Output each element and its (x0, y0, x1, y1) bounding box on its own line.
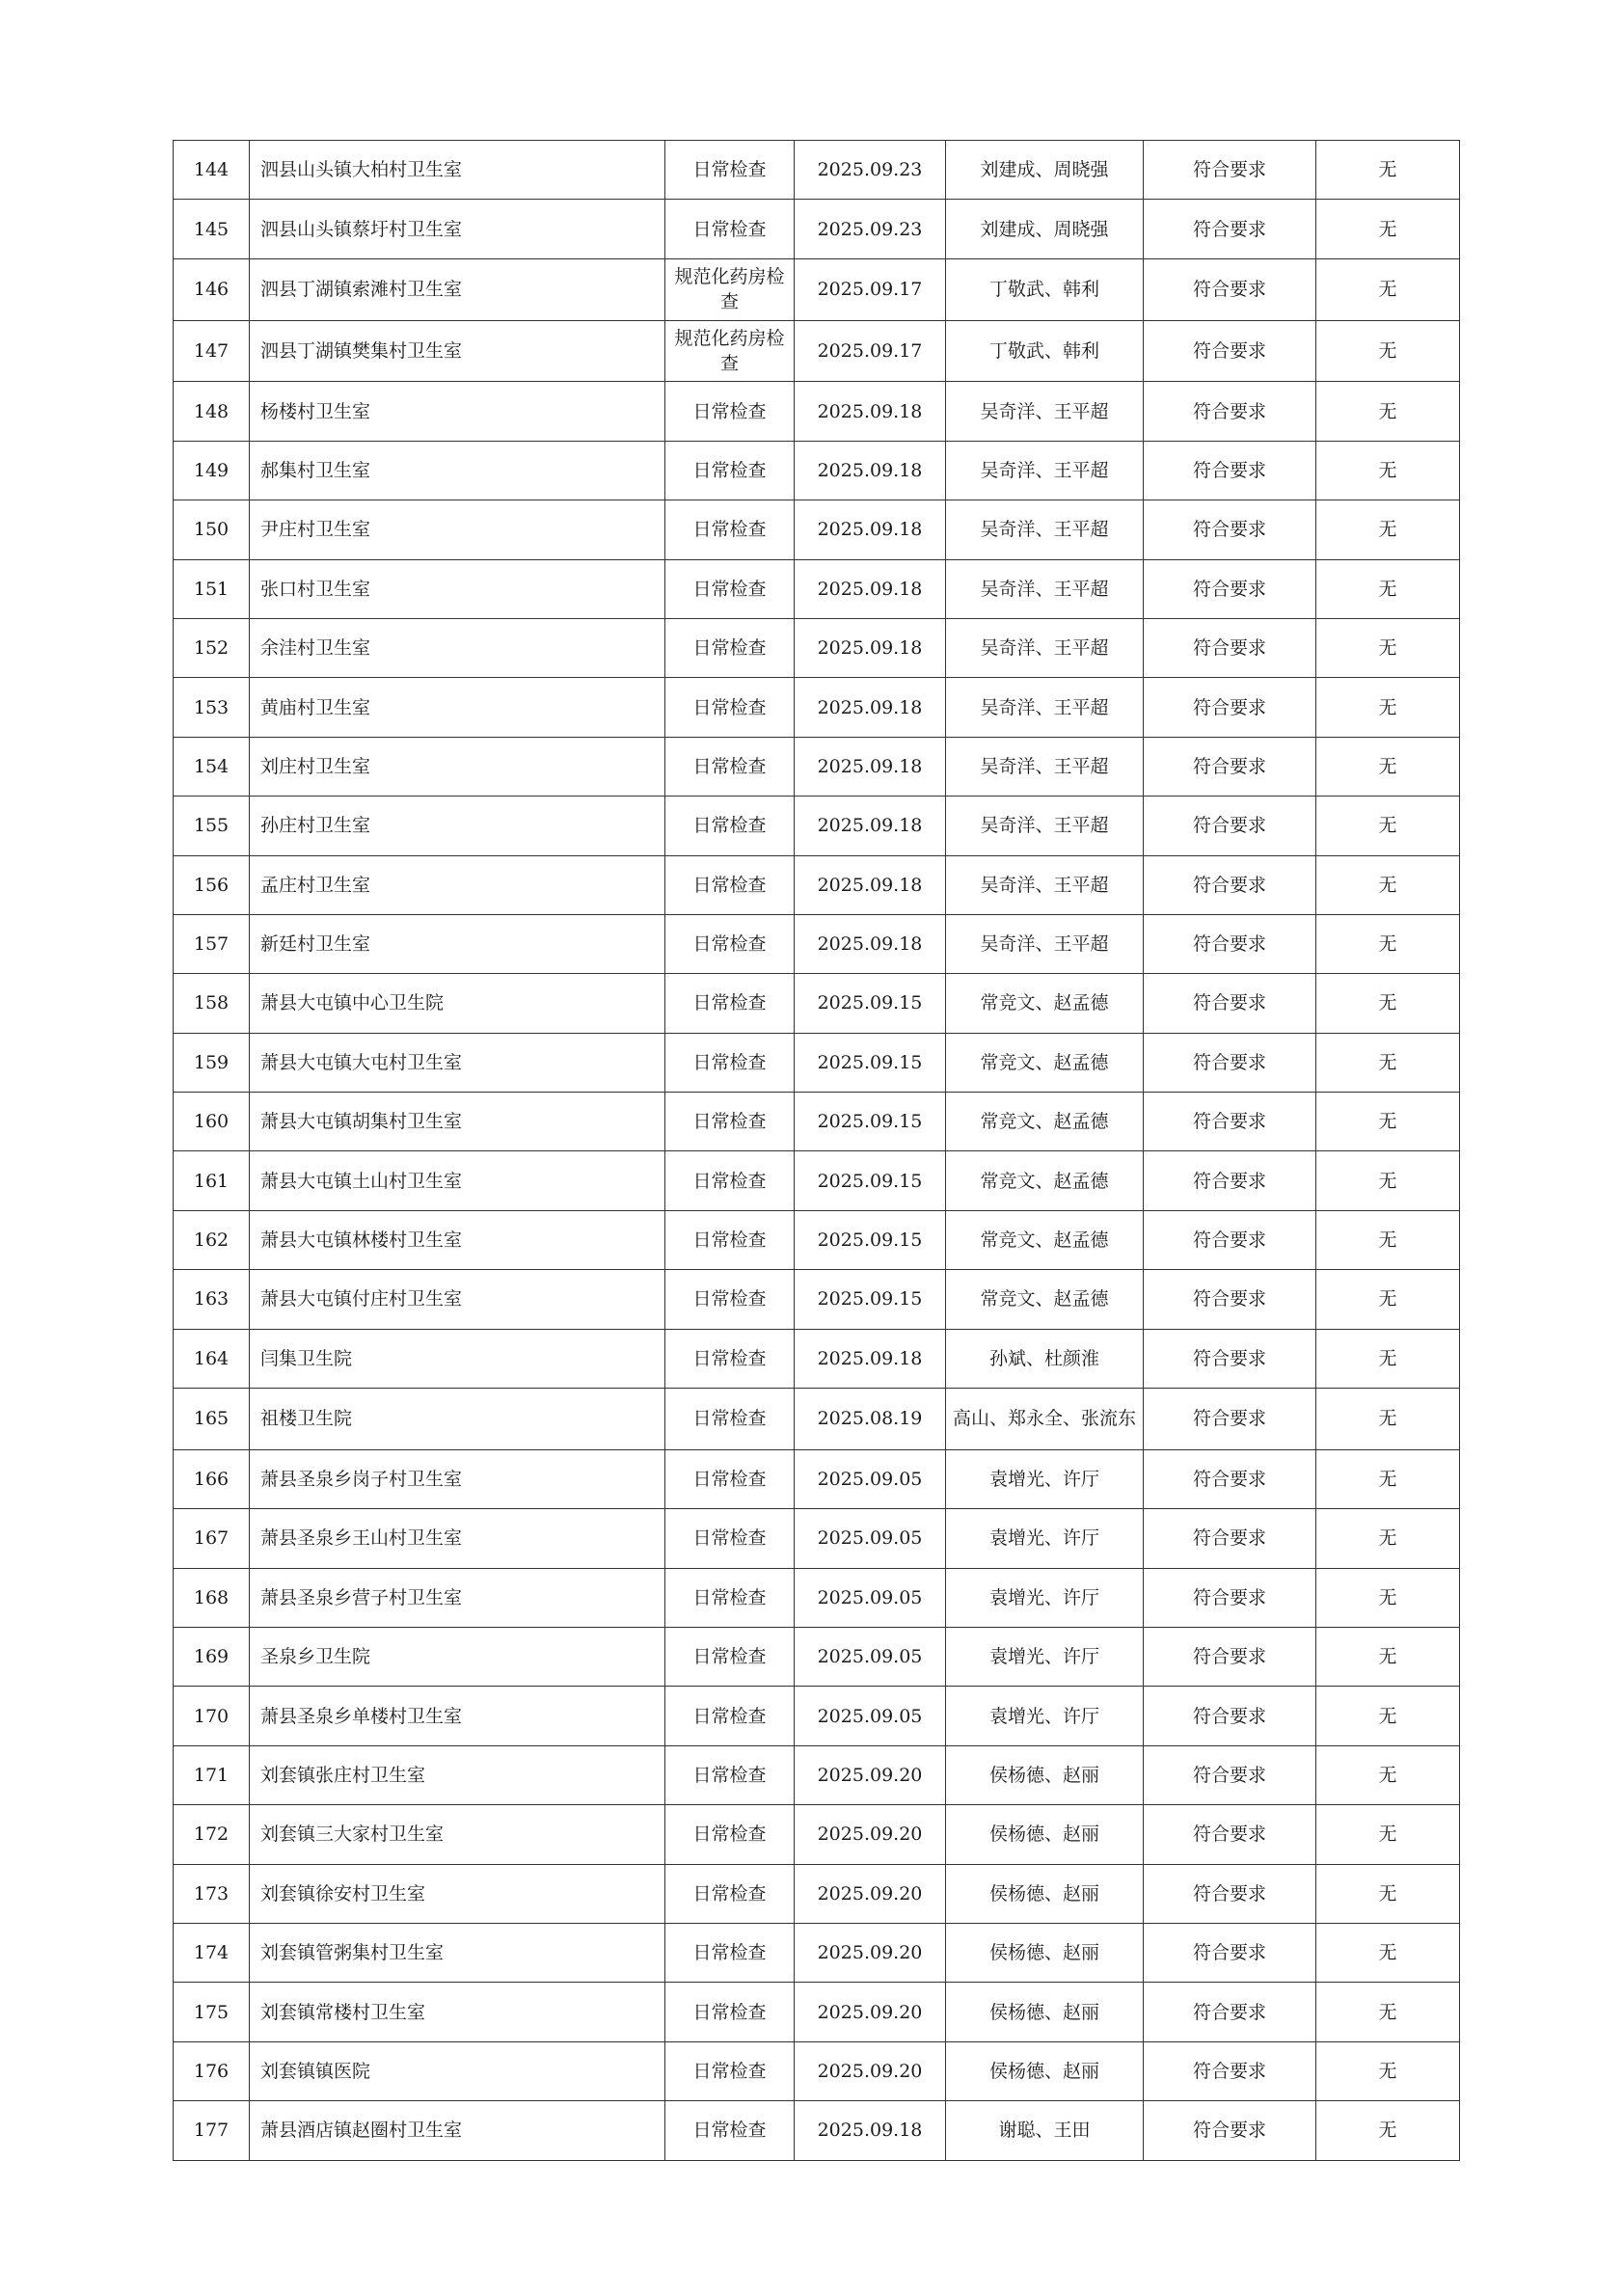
cell-inspectors: 刘建成、周晓强 (946, 141, 1144, 200)
cell-inspection-type: 日常检查 (665, 2101, 795, 2160)
cell-inspection-date: 2025.09.20 (795, 1805, 946, 1864)
cell-serial-number: 155 (174, 797, 250, 855)
cell-inspection-result: 符合要求 (1144, 141, 1316, 200)
cell-inspection-result: 符合要求 (1144, 1151, 1316, 1210)
cell-inspection-date: 2025.09.18 (795, 2101, 946, 2160)
table-row (174, 974, 1460, 1033)
cell-inspectors: 谢聪、王田 (946, 2101, 1144, 2160)
cell-inspection-result: 符合要求 (1144, 1745, 1316, 1804)
table-row (174, 1983, 1460, 2041)
inspection-record-table (173, 140, 1460, 2161)
cell-serial-number: 166 (174, 1449, 250, 1508)
cell-inspection-result: 符合要求 (1144, 1983, 1316, 2041)
cell-inspection-result: 符合要求 (1144, 855, 1316, 914)
table-row (174, 2101, 1460, 2160)
cell-institution-name: 萧县大屯镇土山村卫生室 (250, 1151, 665, 1210)
cell-inspectors: 高山、郑永全、张流东 (946, 1389, 1144, 1450)
table-row (174, 678, 1460, 737)
cell-institution-name: 萧县圣泉乡岗子村卫生室 (250, 1449, 665, 1508)
cell-serial-number: 145 (174, 200, 250, 258)
cell-serial-number: 149 (174, 441, 250, 500)
cell-serial-number: 154 (174, 737, 250, 796)
cell-inspectors: 丁敬武、韩利 (946, 320, 1144, 382)
cell-inspection-type: 日常检查 (665, 1923, 795, 1982)
cell-institution-name: 萧县圣泉乡王山村卫生室 (250, 1509, 665, 1568)
cell-issues: 无 (1316, 1449, 1460, 1508)
cell-inspection-result: 符合要求 (1144, 1389, 1316, 1450)
cell-institution-name: 孟庄村卫生室 (250, 855, 665, 914)
cell-inspection-result: 符合要求 (1144, 1687, 1316, 1745)
cell-issues: 无 (1316, 974, 1460, 1033)
cell-inspection-type: 日常检查 (665, 1805, 795, 1864)
cell-inspectors: 刘建成、周晓强 (946, 200, 1144, 258)
cell-issues: 无 (1316, 258, 1460, 320)
cell-serial-number: 161 (174, 1151, 250, 1210)
cell-serial-number: 160 (174, 1093, 250, 1151)
cell-serial-number: 171 (174, 1745, 250, 1804)
cell-inspection-result: 符合要求 (1144, 200, 1316, 258)
cell-inspectors: 袁增光、许厅 (946, 1627, 1144, 1686)
cell-inspection-date: 2025.09.23 (795, 200, 946, 258)
cell-institution-name: 刘套镇管粥集村卫生室 (250, 1923, 665, 1982)
cell-institution-name: 新廷村卫生室 (250, 914, 665, 973)
cell-inspection-result: 符合要求 (1144, 1210, 1316, 1269)
cell-institution-name: 萧县大屯镇中心卫生院 (250, 974, 665, 1033)
table-row (174, 1033, 1460, 1092)
table-row (174, 141, 1460, 200)
cell-inspection-date: 2025.09.15 (795, 1033, 946, 1092)
cell-serial-number: 177 (174, 2101, 250, 2160)
cell-serial-number: 165 (174, 1389, 250, 1450)
cell-inspection-type: 日常检查 (665, 1509, 795, 1568)
cell-institution-name: 萧县大屯镇胡集村卫生室 (250, 1093, 665, 1151)
table-row (174, 258, 1460, 320)
cell-inspectors: 常竞文、赵孟德 (946, 1270, 1144, 1329)
cell-inspection-result: 符合要求 (1144, 500, 1316, 559)
cell-serial-number: 147 (174, 320, 250, 382)
cell-inspection-result: 符合要求 (1144, 1805, 1316, 1864)
cell-inspection-result: 符合要求 (1144, 1864, 1316, 1923)
cell-serial-number: 159 (174, 1033, 250, 1092)
cell-inspection-result: 符合要求 (1144, 1033, 1316, 1092)
cell-inspectors: 侯杨德、赵丽 (946, 1745, 1144, 1804)
cell-issues: 无 (1316, 200, 1460, 258)
cell-inspection-type: 日常检查 (665, 1745, 795, 1804)
cell-institution-name: 泗县山头镇大柏村卫生室 (250, 141, 665, 200)
cell-inspection-date: 2025.09.15 (795, 1093, 946, 1151)
cell-inspectors: 吴奇洋、王平超 (946, 500, 1144, 559)
cell-institution-name: 孙庄村卫生室 (250, 797, 665, 855)
cell-inspection-date: 2025.08.19 (795, 1389, 946, 1450)
table-row (174, 1210, 1460, 1269)
cell-issues: 无 (1316, 914, 1460, 973)
cell-issues: 无 (1316, 797, 1460, 855)
cell-inspection-type: 日常检查 (665, 1864, 795, 1923)
cell-issues: 无 (1316, 1033, 1460, 1092)
cell-inspection-result: 符合要求 (1144, 797, 1316, 855)
cell-issues: 无 (1316, 1627, 1460, 1686)
cell-inspection-type: 日常检查 (665, 200, 795, 258)
cell-issues: 无 (1316, 678, 1460, 737)
cell-serial-number: 144 (174, 141, 250, 200)
cell-inspectors: 吴奇洋、王平超 (946, 737, 1144, 796)
cell-serial-number: 158 (174, 974, 250, 1033)
cell-serial-number: 164 (174, 1329, 250, 1388)
table-row (174, 1805, 1460, 1864)
cell-serial-number: 173 (174, 1864, 250, 1923)
cell-issues: 无 (1316, 1983, 1460, 2041)
table-row (174, 797, 1460, 855)
cell-inspection-result: 符合要求 (1144, 382, 1316, 441)
cell-serial-number: 172 (174, 1805, 250, 1864)
cell-inspection-date: 2025.09.15 (795, 974, 946, 1033)
cell-institution-name: 萧县大屯镇付庄村卫生室 (250, 1270, 665, 1329)
cell-inspectors: 丁敬武、韩利 (946, 258, 1144, 320)
cell-inspection-type: 日常检查 (665, 382, 795, 441)
cell-institution-name: 刘套镇镇医院 (250, 2041, 665, 2100)
cell-serial-number: 167 (174, 1509, 250, 1568)
cell-inspection-type: 日常检查 (665, 1210, 795, 1269)
cell-issues: 无 (1316, 141, 1460, 200)
cell-inspection-type: 日常检查 (665, 737, 795, 796)
cell-institution-name: 刘套镇徐安村卫生室 (250, 1864, 665, 1923)
cell-inspection-type: 日常检查 (665, 1568, 795, 1627)
cell-inspection-result: 符合要求 (1144, 1568, 1316, 1627)
cell-inspection-result: 符合要求 (1144, 1509, 1316, 1568)
cell-issues: 无 (1316, 1805, 1460, 1864)
cell-inspection-date: 2025.09.18 (795, 855, 946, 914)
cell-inspectors: 吴奇洋、王平超 (946, 678, 1144, 737)
table-row (174, 441, 1460, 500)
cell-inspection-result: 符合要求 (1144, 1627, 1316, 1686)
cell-inspection-date: 2025.09.15 (795, 1151, 946, 1210)
cell-inspectors: 常竞文、赵孟德 (946, 1210, 1144, 1269)
cell-serial-number: 169 (174, 1627, 250, 1686)
cell-inspection-date: 2025.09.17 (795, 258, 946, 320)
cell-institution-name: 刘庄村卫生室 (250, 737, 665, 796)
cell-inspection-date: 2025.09.05 (795, 1687, 946, 1745)
table-row (174, 1449, 1460, 1508)
cell-inspection-type: 日常检查 (665, 855, 795, 914)
cell-inspection-type: 日常检查 (665, 618, 795, 677)
cell-issues: 无 (1316, 1509, 1460, 1568)
cell-inspection-date: 2025.09.20 (795, 1745, 946, 1804)
cell-inspection-result: 符合要求 (1144, 441, 1316, 500)
table-row (174, 914, 1460, 973)
cell-inspection-result: 符合要求 (1144, 1270, 1316, 1329)
cell-institution-name: 萧县圣泉乡单楼村卫生室 (250, 1687, 665, 1745)
cell-inspection-date: 2025.09.20 (795, 1983, 946, 2041)
cell-institution-name: 张口村卫生室 (250, 559, 665, 618)
cell-serial-number: 163 (174, 1270, 250, 1329)
cell-issues: 无 (1316, 1329, 1460, 1388)
table-row (174, 1509, 1460, 1568)
cell-issues: 无 (1316, 1923, 1460, 1982)
cell-institution-name: 余洼村卫生室 (250, 618, 665, 677)
cell-inspection-type: 规范化药房检查 (665, 320, 795, 382)
cell-inspectors: 侯杨德、赵丽 (946, 1805, 1144, 1864)
cell-inspection-result: 符合要求 (1144, 1923, 1316, 1982)
cell-institution-name: 杨楼村卫生室 (250, 382, 665, 441)
cell-institution-name: 郝集村卫生室 (250, 441, 665, 500)
table-row (174, 1389, 1460, 1450)
cell-inspection-date: 2025.09.05 (795, 1449, 946, 1508)
table-row (174, 320, 1460, 382)
cell-inspection-type: 日常检查 (665, 1329, 795, 1388)
cell-serial-number: 162 (174, 1210, 250, 1269)
cell-inspection-date: 2025.09.18 (795, 500, 946, 559)
cell-serial-number: 168 (174, 1568, 250, 1627)
cell-inspection-result: 符合要求 (1144, 258, 1316, 320)
cell-institution-name: 刘套镇张庄村卫生室 (250, 1745, 665, 1804)
table-row (174, 382, 1460, 441)
cell-inspection-result: 符合要求 (1144, 559, 1316, 618)
cell-inspectors: 侯杨德、赵丽 (946, 1864, 1144, 1923)
table-row (174, 737, 1460, 796)
cell-inspection-date: 2025.09.17 (795, 320, 946, 382)
cell-inspection-date: 2025.09.18 (795, 678, 946, 737)
cell-inspection-type: 日常检查 (665, 2041, 795, 2100)
cell-serial-number: 176 (174, 2041, 250, 2100)
cell-institution-name: 刘套镇三大家村卫生室 (250, 1805, 665, 1864)
table-row (174, 1687, 1460, 1745)
cell-serial-number: 150 (174, 500, 250, 559)
table-row (174, 1923, 1460, 1982)
cell-inspection-date: 2025.09.20 (795, 2041, 946, 2100)
cell-serial-number: 170 (174, 1687, 250, 1745)
cell-inspectors: 袁增光、许厅 (946, 1449, 1144, 1508)
cell-inspection-type: 规范化药房检查 (665, 258, 795, 320)
cell-inspectors: 侯杨德、赵丽 (946, 2041, 1144, 2100)
cell-issues: 无 (1316, 1151, 1460, 1210)
cell-institution-name: 萧县大屯镇林楼村卫生室 (250, 1210, 665, 1269)
cell-inspection-result: 符合要求 (1144, 618, 1316, 677)
cell-inspection-date: 2025.09.05 (795, 1627, 946, 1686)
cell-serial-number: 148 (174, 382, 250, 441)
cell-inspectors: 侯杨德、赵丽 (946, 1983, 1144, 2041)
cell-inspection-result: 符合要求 (1144, 2041, 1316, 2100)
cell-issues: 无 (1316, 559, 1460, 618)
table-row (174, 2041, 1460, 2100)
cell-institution-name: 泗县丁湖镇索滩村卫生室 (250, 258, 665, 320)
cell-inspectors: 吴奇洋、王平超 (946, 914, 1144, 973)
cell-inspection-date: 2025.09.05 (795, 1509, 946, 1568)
cell-inspection-date: 2025.09.18 (795, 559, 946, 618)
table-row (174, 1270, 1460, 1329)
cell-institution-name: 萧县圣泉乡营子村卫生室 (250, 1568, 665, 1627)
cell-inspection-type: 日常检查 (665, 500, 795, 559)
cell-inspection-type: 日常检查 (665, 1687, 795, 1745)
cell-serial-number: 153 (174, 678, 250, 737)
cell-inspectors: 常竞文、赵孟德 (946, 1033, 1144, 1092)
cell-issues: 无 (1316, 500, 1460, 559)
cell-institution-name: 祖楼卫生院 (250, 1389, 665, 1450)
table-row (174, 1329, 1460, 1388)
cell-issues: 无 (1316, 1864, 1460, 1923)
cell-inspectors: 吴奇洋、王平超 (946, 618, 1144, 677)
cell-inspectors: 吴奇洋、王平超 (946, 441, 1144, 500)
cell-inspection-result: 符合要求 (1144, 2101, 1316, 2160)
cell-issues: 无 (1316, 1745, 1460, 1804)
table-row (174, 500, 1460, 559)
cell-issues: 无 (1316, 855, 1460, 914)
cell-inspection-date: 2025.09.15 (795, 1270, 946, 1329)
cell-inspection-date: 2025.09.18 (795, 382, 946, 441)
cell-inspection-type: 日常检查 (665, 914, 795, 973)
cell-serial-number: 151 (174, 559, 250, 618)
cell-institution-name: 萧县大屯镇大屯村卫生室 (250, 1033, 665, 1092)
cell-serial-number: 156 (174, 855, 250, 914)
cell-inspection-result: 符合要求 (1144, 678, 1316, 737)
cell-issues: 无 (1316, 1687, 1460, 1745)
cell-issues: 无 (1316, 382, 1460, 441)
cell-issues: 无 (1316, 320, 1460, 382)
cell-inspection-type: 日常检查 (665, 1627, 795, 1686)
cell-inspection-result: 符合要求 (1144, 320, 1316, 382)
cell-inspection-date: 2025.09.18 (795, 797, 946, 855)
cell-issues: 无 (1316, 1389, 1460, 1450)
cell-issues: 无 (1316, 737, 1460, 796)
cell-inspection-result: 符合要求 (1144, 1093, 1316, 1151)
cell-issues: 无 (1316, 441, 1460, 500)
cell-inspection-date: 2025.09.18 (795, 618, 946, 677)
cell-inspectors: 吴奇洋、王平超 (946, 855, 1144, 914)
cell-inspectors: 吴奇洋、王平超 (946, 797, 1144, 855)
table-row (174, 1151, 1460, 1210)
cell-inspectors: 常竞文、赵孟德 (946, 974, 1144, 1033)
cell-inspection-type: 日常检查 (665, 1270, 795, 1329)
cell-inspectors: 吴奇洋、王平超 (946, 382, 1144, 441)
cell-institution-name: 泗县山头镇蔡圩村卫生室 (250, 200, 665, 258)
cell-inspectors: 常竞文、赵孟德 (946, 1151, 1144, 1210)
cell-inspection-result: 符合要求 (1144, 737, 1316, 796)
cell-serial-number: 175 (174, 1983, 250, 2041)
table-row (174, 618, 1460, 677)
cell-inspection-type: 日常检查 (665, 678, 795, 737)
cell-inspection-type: 日常检查 (665, 1389, 795, 1450)
table-row (174, 200, 1460, 258)
cell-institution-name: 泗县丁湖镇樊集村卫生室 (250, 320, 665, 382)
cell-issues: 无 (1316, 2041, 1460, 2100)
cell-inspection-type: 日常检查 (665, 974, 795, 1033)
cell-issues: 无 (1316, 1210, 1460, 1269)
cell-inspection-type: 日常检查 (665, 1983, 795, 2041)
cell-inspection-type: 日常检查 (665, 1449, 795, 1508)
cell-institution-name: 萧县酒店镇赵圈村卫生室 (250, 2101, 665, 2160)
cell-institution-name: 尹庄村卫生室 (250, 500, 665, 559)
cell-inspection-type: 日常检查 (665, 559, 795, 618)
cell-serial-number: 157 (174, 914, 250, 973)
cell-issues: 无 (1316, 1270, 1460, 1329)
cell-issues: 无 (1316, 618, 1460, 677)
cell-inspectors: 孙斌、杜颜淮 (946, 1329, 1144, 1388)
cell-inspection-type: 日常检查 (665, 441, 795, 500)
table-body (174, 141, 1460, 2161)
cell-inspection-date: 2025.09.18 (795, 1329, 946, 1388)
cell-inspectors: 袁增光、许厅 (946, 1568, 1144, 1627)
cell-serial-number: 146 (174, 258, 250, 320)
cell-institution-name: 闫集卫生院 (250, 1329, 665, 1388)
cell-inspection-date: 2025.09.05 (795, 1568, 946, 1627)
cell-inspection-date: 2025.09.18 (795, 441, 946, 500)
table-row (174, 1627, 1460, 1686)
cell-inspection-date: 2025.09.23 (795, 141, 946, 200)
cell-issues: 无 (1316, 2101, 1460, 2160)
cell-inspectors: 常竞文、赵孟德 (946, 1093, 1144, 1151)
cell-inspection-date: 2025.09.18 (795, 914, 946, 973)
cell-issues: 无 (1316, 1093, 1460, 1151)
cell-inspection-result: 符合要求 (1144, 914, 1316, 973)
cell-inspection-date: 2025.09.20 (795, 1923, 946, 1982)
table-row (174, 1745, 1460, 1804)
cell-inspection-type: 日常检查 (665, 141, 795, 200)
cell-inspection-type: 日常检查 (665, 797, 795, 855)
cell-inspection-result: 符合要求 (1144, 1329, 1316, 1388)
cell-institution-name: 刘套镇常楼村卫生室 (250, 1983, 665, 2041)
cell-inspection-date: 2025.09.18 (795, 737, 946, 796)
table-row (174, 1093, 1460, 1151)
cell-inspection-type: 日常检查 (665, 1151, 795, 1210)
cell-institution-name: 圣泉乡卫生院 (250, 1627, 665, 1686)
cell-inspection-result: 符合要求 (1144, 974, 1316, 1033)
cell-inspectors: 袁增光、许厅 (946, 1687, 1144, 1745)
cell-serial-number: 152 (174, 618, 250, 677)
cell-inspection-result: 符合要求 (1144, 1449, 1316, 1508)
cell-serial-number: 174 (174, 1923, 250, 1982)
cell-institution-name: 黄庙村卫生室 (250, 678, 665, 737)
cell-inspection-type: 日常检查 (665, 1033, 795, 1092)
cell-inspection-date: 2025.09.15 (795, 1210, 946, 1269)
cell-issues: 无 (1316, 1568, 1460, 1627)
cell-inspectors: 侯杨德、赵丽 (946, 1923, 1144, 1982)
table-row (174, 1864, 1460, 1923)
table-row (174, 855, 1460, 914)
cell-inspectors: 袁增光、许厅 (946, 1509, 1144, 1568)
cell-inspectors: 吴奇洋、王平超 (946, 559, 1144, 618)
cell-inspection-date: 2025.09.20 (795, 1864, 946, 1923)
cell-inspection-type: 日常检查 (665, 1093, 795, 1151)
table-row (174, 1568, 1460, 1627)
table-row (174, 559, 1460, 618)
